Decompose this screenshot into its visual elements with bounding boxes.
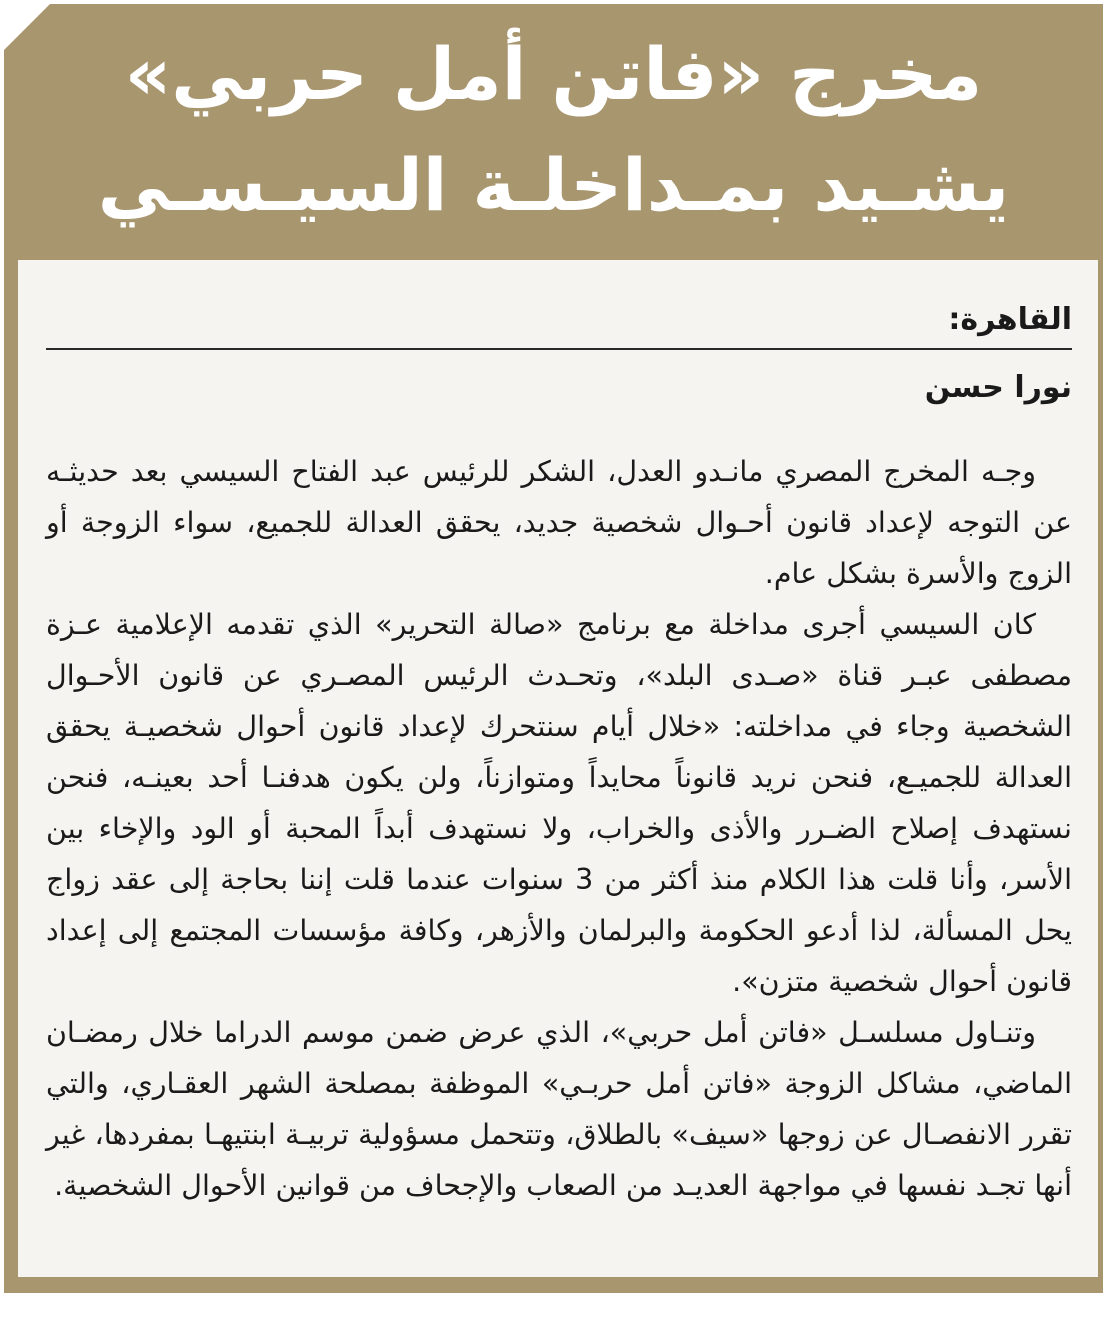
article-panel [18,260,1098,1277]
divider [46,348,1072,350]
headline [20,18,1087,240]
headline-line-1: مخرج «فاتن أمل حربي» [124,32,983,116]
headline-line-2: يشـيد بمـداخلـة السيـسـي [97,143,1010,227]
dateline: القاهرة: [948,302,1072,337]
paragraph-3: وتنـاول مسلسـل «فاتن أمل حربي»، الذي عرض ضمن موسم الدراما خلال رمضـان الماضي، مشاكل الزوجة «فاتن أمل حربـي» الموظفة بمصلحة الشهر العقـاري، والتي تقرر الانفصـال عن زوجها «سيف» بالطلاق، وتتحمل مسؤولية تربيـة ابنتيهـا بمفردها، غير أنها تجـد نفسها في مواجهة العديـد من الصعاب والإجحاف من قوانين الأحوال الشخصية. [46,1016,1072,1202]
article-body [46,446,1072,1211]
paragraph-2: كان السيسي أجرى مداخلة مع برنامج «صالة التحرير» الذي تقدمه الإعلامية عـزة مصطفى عبـر قناة «صـدى البلد»، وتحـدث الرئيس المصـري عن قانون الأحـوال الشخصية وجاء في مداخلته: «خلال أيام سنتحرك لإعداد قانون أحوال شخصيـة يحقق العدالة للجميـع، فنحن نريد قانوناً محايداً ومتوازناً، ولن يكون هدفنـا أحد بعينـه، فنحن نستهدف إصلاح الضـرر والأذى والخراب، ولا نستهدف أبداً المحبة أو الود والإخاء بين الأسر، وأنا قلت هذا الكلام منذ أكثر من 3 سنوات عندما قلت إننا بحاجة إلى عقد زواج يحل المسألة، لذا أدعو الحكومة والبرلمان والأزهر، وكافة مؤسسات المجتمع إلى إعداد قانون أحوال شخصية متزن». [46,608,1072,998]
author-byline: نورا حسن [924,370,1072,405]
paragraph-1: وجـه المخرج المصري مانـدو العدل، الشكر للرئيس عبد الفتاح السيسي بعد حديثـه عن التوجه لإعداد قانون أحـوال شخصية جديد، يحقق العدالة للجميع، سواء الزوجة أو الزوج والأسرة بشكل عام. [46,455,1072,590]
